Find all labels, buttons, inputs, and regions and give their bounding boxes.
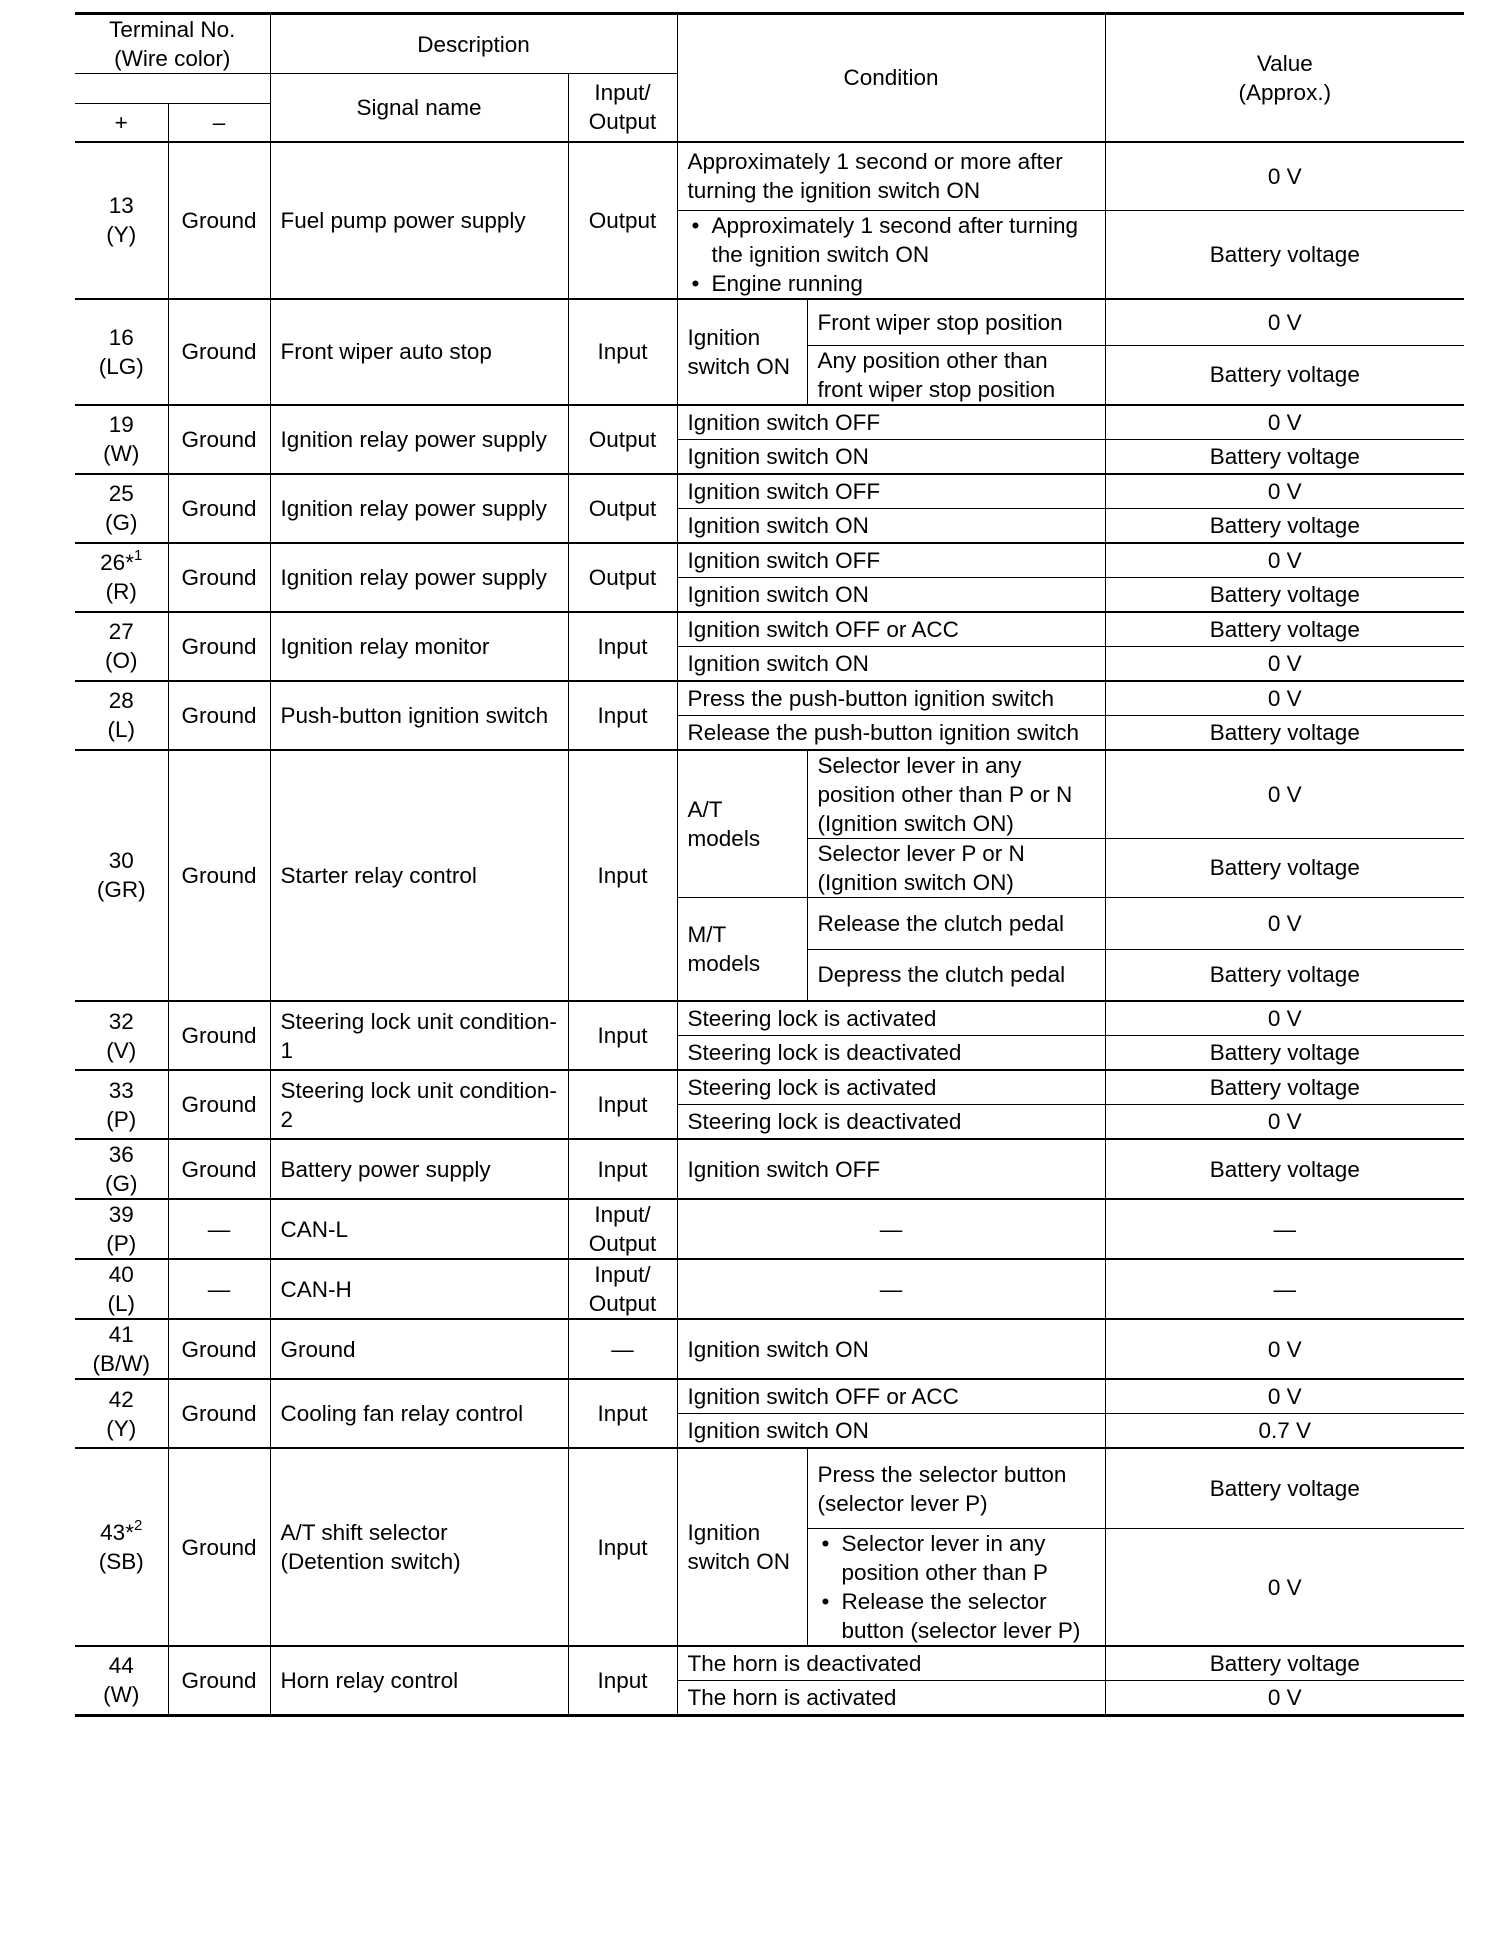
condition-cell: — [677,1259,1105,1319]
condition-cell: Any position other than front wiper stop position [807,345,1105,405]
value-cell: 0 V [1105,1379,1464,1414]
header-io: Input/ Output [568,74,677,142]
terminal-number: 13 [108,193,134,219]
condition-cell [677,211,1105,300]
io-cell [568,612,677,681]
condition-cell: Steering lock is deactivated [677,1036,1105,1071]
model-group-cell: A/T models [677,750,807,898]
terminal-number: 42 [108,1386,134,1412]
terminal-number: 26* [100,550,134,575]
value-cell: 0 V [1105,405,1464,440]
signal-name-cell: Front wiper auto stop [270,299,568,405]
wire-color: (R) [105,579,137,604]
wire-color: (LG) [98,353,144,379]
terminal-cell [75,612,168,681]
condition-cell: Steering lock is activated [677,1070,1105,1105]
terminal-spec-table [75,12,1464,1717]
io-text: Input/ Output [588,1202,657,1256]
wire-color: (Y) [106,222,137,248]
ground-cell: Ground [168,1139,270,1199]
terminal-cell [75,1448,168,1646]
io-text: Input [597,1092,648,1117]
value-cell: Battery voltage [1105,949,1464,1001]
header-condition: Condition [677,14,1105,142]
ground-cell: Ground [168,612,270,681]
wire-color: (L) [107,1291,135,1316]
table-row [75,543,1464,578]
wire-color: (L) [107,717,135,742]
table-row [75,1379,1464,1414]
condition-cell: Ignition switch ON [677,577,1105,612]
terminal-number: 44 [108,1653,134,1679]
value-cell: 0 V [1105,1681,1464,1716]
signal-name-cell: Fuel pump power supply [270,142,568,300]
header-minus: – [168,104,270,142]
value-cell: 0 V [1105,543,1464,578]
table-row [75,612,1464,647]
io-cell [568,299,677,405]
ground-cell: Ground [168,1379,270,1448]
condition-cell: Press the selector button (selector lever P) [807,1448,1105,1529]
condition-cell: The horn is deactivated [677,1646,1105,1681]
signal-name-cell: Battery power supply [270,1139,568,1199]
header-plus: + [75,104,168,142]
condition-cell: Release the push-button ignition switch [677,715,1105,750]
io-cell [568,474,677,543]
wire-color: (Y) [106,1415,137,1441]
footnote-marker: 1 [133,547,143,564]
io-text: — [611,1336,634,1362]
condition-cell: Front wiper stop position [807,299,1105,345]
condition-cell: Ignition switch ON [677,1319,1105,1379]
io-text: Input/ Output [588,1262,657,1316]
signal-name-cell: A/T shift selector (Detention switch) [270,1448,568,1646]
table-row [75,142,1464,211]
value-cell: Battery voltage [1105,1070,1464,1105]
signal-name-cell: Starter relay control [270,750,568,1002]
condition-cell [807,1529,1105,1647]
table-row [75,681,1464,716]
io-cell [568,1070,677,1139]
condition-group-cell: Ignition switch ON [677,1448,807,1646]
value-cell: — [1105,1199,1464,1259]
terminal-number: 28 [108,688,134,713]
terminal-cell [75,681,168,750]
condition-bullet: • Engine running [712,269,1095,298]
header-terminal-spacer [75,74,270,104]
value-cell: 0 V [1105,1001,1464,1036]
condition-cell: Selector lever in any position other than P or N (Ignition switch ON) [807,750,1105,839]
value-cell: 0 V [1105,681,1464,716]
value-cell: 0 V [1105,474,1464,509]
ground-cell: — [168,1259,270,1319]
io-cell [568,1001,677,1070]
condition-cell: Release the clutch pedal [807,897,1105,949]
terminal-cell [75,1259,168,1319]
value-cell: Battery voltage [1105,345,1464,405]
value-cell: 0.7 V [1105,1414,1464,1449]
value-cell: Battery voltage [1105,612,1464,647]
terminal-cell [75,405,168,474]
value-cell: 0 V [1105,142,1464,211]
terminal-cell [75,1199,168,1259]
wire-color: (SB) [98,1549,144,1574]
value-cell: Battery voltage [1105,439,1464,474]
io-cell [568,1199,677,1259]
signal-name-cell: Push-button ignition switch [270,681,568,750]
ground-cell: — [168,1199,270,1259]
terminal-cell [75,1001,168,1070]
signal-name-cell: CAN-L [270,1199,568,1259]
wire-color: (P) [106,1106,137,1132]
condition-cell: Ignition switch OFF [677,543,1105,578]
terminal-cell [75,474,168,543]
signal-name-cell: Ignition relay power supply [270,405,568,474]
condition-bullet: • Release the selector button (selector lever P) [842,1587,1095,1645]
io-text: Output [588,564,657,590]
io-text: Input [597,702,648,728]
table-row [75,405,1464,440]
terminal-number: 32 [108,1008,134,1034]
condition-cell: Ignition switch ON [677,508,1105,543]
table-row [75,474,1464,509]
wire-color: (B/W) [92,1351,150,1376]
terminal-number: 43* [100,1520,134,1545]
table-row [75,1139,1464,1199]
terminal-cell [75,750,168,1002]
value-cell: 0 V [1105,897,1464,949]
terminal-cell [75,299,168,405]
terminal-number: 36 [108,1142,134,1167]
signal-name-cell: Ignition relay power supply [270,474,568,543]
io-cell [568,750,677,1002]
io-text: Input [597,633,648,659]
condition-cell: Ignition switch OFF [677,405,1105,440]
signal-name-cell: Horn relay control [270,1646,568,1715]
io-text: Input [597,1156,648,1182]
table-row [75,750,1464,839]
io-text: Input [597,1534,648,1560]
io-text: Output [588,207,657,233]
table-row [75,299,1464,345]
signal-name-cell: Ignition relay monitor [270,612,568,681]
terminal-cell [75,543,168,612]
signal-name-cell: Ignition relay power supply [270,543,568,612]
header-terminal: Terminal No. (Wire color) [75,14,270,74]
header-description: Description [270,14,677,74]
value-cell: Battery voltage [1105,1646,1464,1681]
value-cell: Battery voltage [1105,508,1464,543]
table-row [75,1199,1464,1259]
io-text: Output [588,426,657,452]
terminal-number: 39 [108,1202,134,1227]
signal-name-cell: Cooling fan relay control [270,1379,568,1448]
value-cell: Battery voltage [1105,838,1464,897]
signal-name-cell: CAN-H [270,1259,568,1319]
wire-color: (O) [105,648,138,673]
condition-cell: Press the push-button ignition switch [677,681,1105,716]
terminal-cell [75,142,168,300]
wire-color: (V) [106,1037,137,1063]
wire-color: (G) [105,510,138,535]
table-row [75,1259,1464,1319]
terminal-number: 30 [108,848,134,874]
ground-cell: Ground [168,1319,270,1379]
value-cell: 0 V [1105,646,1464,681]
io-cell [568,1139,677,1199]
table-row [75,1319,1464,1379]
condition-cell: Ignition switch ON [677,439,1105,474]
wire-color: (GR) [96,877,146,903]
condition-bullet: • Approximately 1 second after turning the ignition switch ON [712,211,1095,269]
condition-bullet: • Selector lever in any position other than P [842,1529,1095,1587]
ground-cell: Ground [168,681,270,750]
io-text: Input [597,339,648,365]
table-row [75,1646,1464,1681]
wire-color: (G) [105,1171,138,1196]
ground-cell: Ground [168,1448,270,1646]
ground-cell: Ground [168,142,270,300]
ground-cell: Ground [168,474,270,543]
terminal-cell [75,1139,168,1199]
io-cell [568,1448,677,1646]
table-row [75,1448,1464,1529]
terminal-cell [75,1379,168,1448]
wire-color: (P) [106,1231,137,1256]
condition-cell: Ignition switch ON [677,1414,1105,1449]
value-cell: Battery voltage [1105,1139,1464,1199]
io-cell [568,405,677,474]
value-cell: 0 V [1105,1105,1464,1140]
terminal-number: 33 [108,1077,134,1103]
condition-cell: Depress the clutch pedal [807,949,1105,1001]
io-text: Input [597,862,648,888]
value-cell: Battery voltage [1105,211,1464,300]
ground-cell: Ground [168,543,270,612]
terminal-number: 40 [108,1262,134,1287]
table-row [75,1070,1464,1105]
io-text: Input [597,1401,648,1426]
terminal-cell [75,1646,168,1715]
terminal-number: 16 [108,324,134,350]
condition-cell: — [677,1199,1105,1259]
terminal-number: 27 [108,619,134,644]
model-group-cell: M/T models [677,897,807,1001]
signal-name-cell: Ground [270,1319,568,1379]
condition-cell: Ignition switch OFF [677,1139,1105,1199]
io-text: Input [597,1667,648,1693]
io-text: Output [588,495,657,521]
condition-cell: Ignition switch ON [677,646,1105,681]
condition-cell: Steering lock is activated [677,1001,1105,1036]
value-cell: 0 V [1105,1319,1464,1379]
condition-cell: The horn is activated [677,1681,1105,1716]
terminal-number: 19 [108,412,134,437]
value-cell: 0 V [1105,1529,1464,1647]
ground-cell: Ground [168,750,270,1002]
ground-cell: Ground [168,1646,270,1715]
ground-cell: Ground [168,405,270,474]
ground-cell: Ground [168,299,270,405]
condition-group-cell: Ignition switch ON [677,299,807,405]
condition-cell: Ignition switch OFF or ACC [677,612,1105,647]
io-cell [568,1646,677,1715]
value-cell: 0 V [1105,750,1464,839]
table-row [75,1001,1464,1036]
terminal-number: 25 [108,481,134,506]
terminal-cell [75,1319,168,1379]
header-value: Value (Approx.) [1105,14,1464,142]
terminal-rows [75,142,1464,1716]
condition-cell: Approximately 1 second or more after turning the ignition switch ON [677,142,1105,211]
signal-name-cell: Steering lock unit condition-1 [270,1001,568,1070]
io-cell [568,1259,677,1319]
io-text: Input [597,1023,648,1048]
value-cell: 0 V [1105,299,1464,345]
wire-color: (W) [103,441,140,466]
value-cell: Battery voltage [1105,1036,1464,1071]
value-cell: Battery voltage [1105,577,1464,612]
condition-cell: Steering lock is deactivated [677,1105,1105,1140]
io-cell [568,543,677,612]
value-cell: Battery voltage [1105,715,1464,750]
value-cell: Battery voltage [1105,1448,1464,1529]
terminal-number: 41 [108,1322,134,1347]
condition-bullet-list [818,1529,1095,1645]
terminal-cell [75,1070,168,1139]
ground-cell: Ground [168,1070,270,1139]
io-cell [568,1379,677,1448]
footnote-marker: 2 [133,1517,143,1534]
io-cell [568,142,677,300]
io-cell [568,681,677,750]
header-signal-name: Signal name [270,74,568,142]
wire-color: (W) [103,1682,140,1708]
condition-bullet-list [688,211,1095,298]
io-cell [568,1319,677,1379]
value-cell: — [1105,1259,1464,1319]
condition-cell: Selector lever P or N (Ignition switch ON) [807,838,1105,897]
signal-name-cell: Steering lock unit condition-2 [270,1070,568,1139]
condition-cell: Ignition switch OFF [677,474,1105,509]
ground-cell: Ground [168,1001,270,1070]
condition-cell: Ignition switch OFF or ACC [677,1379,1105,1414]
